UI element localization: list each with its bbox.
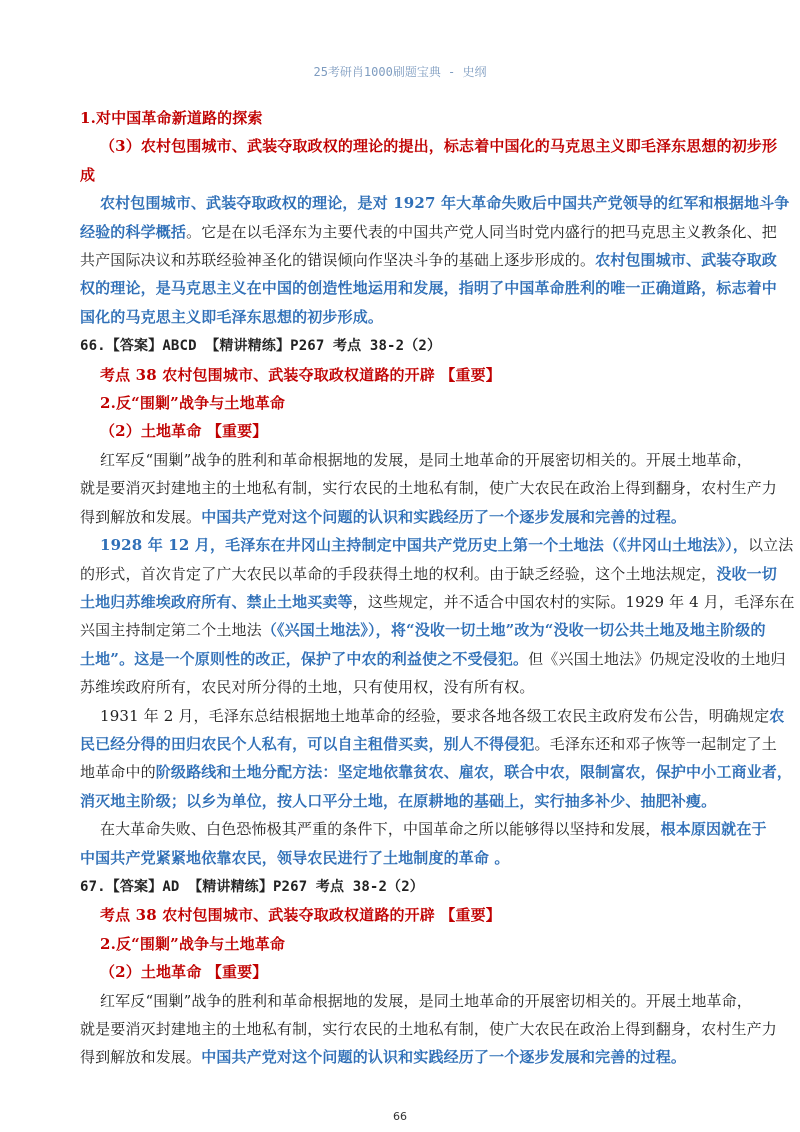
text-segment: （2）土地革命 【重要】 bbox=[100, 422, 268, 441]
text-segment: （3）农村包围城市、武装夺取政权的理论的提出，标志着中国化的马克思主义即毛泽东思想的初步形 bbox=[100, 137, 778, 156]
text-segment: 苏维埃政府所有，农民对所分得的土地，只有使用权，没有所有权。 bbox=[80, 678, 535, 697]
text-segment: 权的理论，是马克思主义在中国的创造性地运用和发展，指明了中国革命胜利的唯一正确道路，标志着中 bbox=[80, 279, 777, 298]
text-line bbox=[80, 503, 730, 531]
text-segment: （《兴国土地法》），将“没收一切土地”改为“没收一切公共土地及地主阶级的 bbox=[261, 621, 766, 640]
text-line bbox=[80, 645, 786, 673]
text-line bbox=[80, 361, 730, 389]
text-segment: 国化的马克思主义即毛泽东思想的初步形成。 bbox=[80, 307, 384, 326]
text-line bbox=[80, 588, 795, 616]
text-segment: 的形式，首次肯定了广大农民以革命的手段获得土地的权利。由于缺乏经验，这个土地法规定， bbox=[80, 564, 717, 583]
text-segment: 土地归苏维埃政府所有、禁止土地买卖等 bbox=[80, 592, 353, 611]
text-segment: 农 bbox=[769, 706, 785, 725]
text-line bbox=[80, 987, 752, 1015]
text-line bbox=[80, 560, 777, 588]
text-line bbox=[80, 474, 777, 502]
text-segment: 考点 38 农村包围城市、武装夺取政权道路的开辟 【重要】 bbox=[100, 906, 501, 925]
text-line bbox=[80, 844, 730, 872]
text-line bbox=[80, 787, 730, 815]
text-line bbox=[80, 673, 730, 701]
text-segment: 。毛泽东还和邓子恢等一起制定了土 bbox=[534, 734, 777, 753]
text-line bbox=[80, 218, 777, 246]
text-segment: 经验的科学概括 bbox=[80, 222, 187, 241]
text-segment: 根本原因就在于 bbox=[660, 820, 767, 839]
text-segment: 红军反“围剿”战争的胜利和革命根据地的发展，是同土地革命的开展密切相关的。开展土地革命， bbox=[100, 450, 752, 469]
text-segment: 共产国际决议和苏联经验神圣化的错误倾向作坚决斗争的基础上逐步形成的。 bbox=[80, 251, 596, 270]
text-segment: 得到解放和发展。 bbox=[80, 507, 202, 526]
text-line bbox=[80, 104, 730, 132]
text-line bbox=[80, 872, 730, 901]
text-segment: 1.对中国革命新道路的探索 bbox=[80, 109, 263, 127]
text-segment: 红军反“围剿”战争的胜利和革命根据地的发展，是同土地革命的开展密切相关的。开展土地革命， bbox=[100, 991, 752, 1010]
text-line bbox=[80, 1015, 777, 1043]
text-segment: 阶级路线和土地分配方法：坚定地依靠贫农、雇农，联合中农，限制富农，保护中小工商业者， bbox=[155, 763, 793, 782]
text-line bbox=[80, 616, 766, 644]
text-line bbox=[80, 417, 730, 445]
text-segment: 。它是在以毛泽东为主要代表的中国共产党人同当时党内盛行的把马克思主义教条化、把 bbox=[186, 222, 777, 241]
text-segment: 但《兴国土地法》仍规定没收的土地归 bbox=[528, 649, 786, 668]
text-segment: 地革命中的 bbox=[80, 763, 156, 782]
text-segment: 土地”。这是一个原则性的改正，保护了中农的利益使之不受侵犯。 bbox=[80, 649, 529, 668]
text-line bbox=[80, 1043, 730, 1071]
text-segment: 66.【答案】ABCD 【精讲精练】P267 考点 38-2（2） bbox=[80, 338, 442, 355]
text-segment: 农村包围城市、武装夺取政 bbox=[595, 251, 777, 270]
text-segment: 2.反“围剿”战争与土地革命 bbox=[100, 394, 286, 413]
text-line bbox=[80, 246, 777, 274]
text-segment: 民已经分得的田归农民个人私有，可以自主租借买卖，别人不得侵犯 bbox=[80, 734, 535, 753]
text-line bbox=[80, 730, 777, 758]
text-segment: 就是要消灭封建地主的土地私有制，实行农民的土地私有制，使广大农民在政治上得到翻身，农村生产力 bbox=[80, 479, 777, 498]
text-line bbox=[80, 303, 730, 331]
text-segment: 就是要消灭封建地主的土地私有制，实行农民的土地私有制，使广大农民在政治上得到翻身，农村生产力 bbox=[80, 1020, 777, 1038]
page-number: 66 bbox=[393, 1110, 407, 1123]
text-line bbox=[80, 274, 777, 302]
text-segment: 消灭地主阶级；以乡为单位，按人口平分土地，在原耕地的基础上，实行抽多补少、抽肥补瘦。 bbox=[80, 791, 717, 810]
text-line bbox=[80, 758, 793, 786]
text-segment: 中国共产党对这个问题的认识和实践经历了一个逐步发展和完善的过程。 bbox=[201, 507, 687, 526]
text-segment: ，这些规定，并不适合中国农村的实际。1929 年 4 月，毛泽东在 bbox=[352, 592, 795, 611]
text-line bbox=[80, 930, 730, 958]
text-line bbox=[80, 815, 767, 843]
text-line bbox=[80, 901, 730, 929]
text-segment: 在大革命失败、白色恐怖极其严重的条件下，中国革命之所以能够得以坚持和发展， bbox=[100, 820, 661, 839]
text-line bbox=[80, 389, 730, 417]
text-segment: 1928 年 12 月，毛泽东在井冈山主持制定中国共产党历史上第一个土地法（《井冈山土地法》）， bbox=[100, 536, 748, 555]
text-line bbox=[80, 958, 730, 986]
text-segment: 以立法 bbox=[748, 536, 794, 555]
text-line bbox=[80, 132, 778, 160]
text-segment: 没收一切 bbox=[716, 564, 777, 583]
text-segment: 67.【答案】AD 【精讲精练】P267 考点 38-2（2） bbox=[80, 878, 424, 895]
text-segment: 考点 38 农村包围城市、武装夺取政权道路的开辟 【重要】 bbox=[100, 365, 501, 384]
text-line bbox=[80, 189, 790, 217]
text-line bbox=[80, 702, 785, 730]
running-header: 25考研肖1000刷题宝典 - 史纲 bbox=[313, 65, 487, 79]
text-line bbox=[80, 446, 752, 474]
text-segment: 农村包围城市、武装夺取政权的理论，是对 1927 年大革命失败后中国共产党领导的红军和根据地斗争 bbox=[100, 194, 790, 213]
text-segment: （2）土地革命 【重要】 bbox=[100, 963, 268, 982]
text-segment: 2.反“围剿”战争与土地革命 bbox=[100, 934, 286, 953]
text-line bbox=[80, 331, 730, 360]
text-line bbox=[80, 161, 730, 189]
text-segment: 得到解放和发展。 bbox=[80, 1048, 202, 1067]
text-segment: 1931 年 2 月，毛泽东总结根据地土地革命的经验，要求各地各级工农民主政府发布公告，明确规定 bbox=[100, 706, 770, 725]
text-segment: 中国共产党对这个问题的认识和实践经历了一个逐步发展和完善的过程。 bbox=[201, 1048, 687, 1067]
text-segment: 兴国主持制定第二个土地法 bbox=[80, 621, 262, 640]
text-segment: 成 bbox=[80, 165, 96, 184]
text-line bbox=[80, 531, 794, 559]
text-segment: 中国共产党紧紧地依靠农民，领导农民进行了土地制度的革命 。 bbox=[80, 848, 510, 867]
document-body bbox=[80, 104, 795, 1072]
